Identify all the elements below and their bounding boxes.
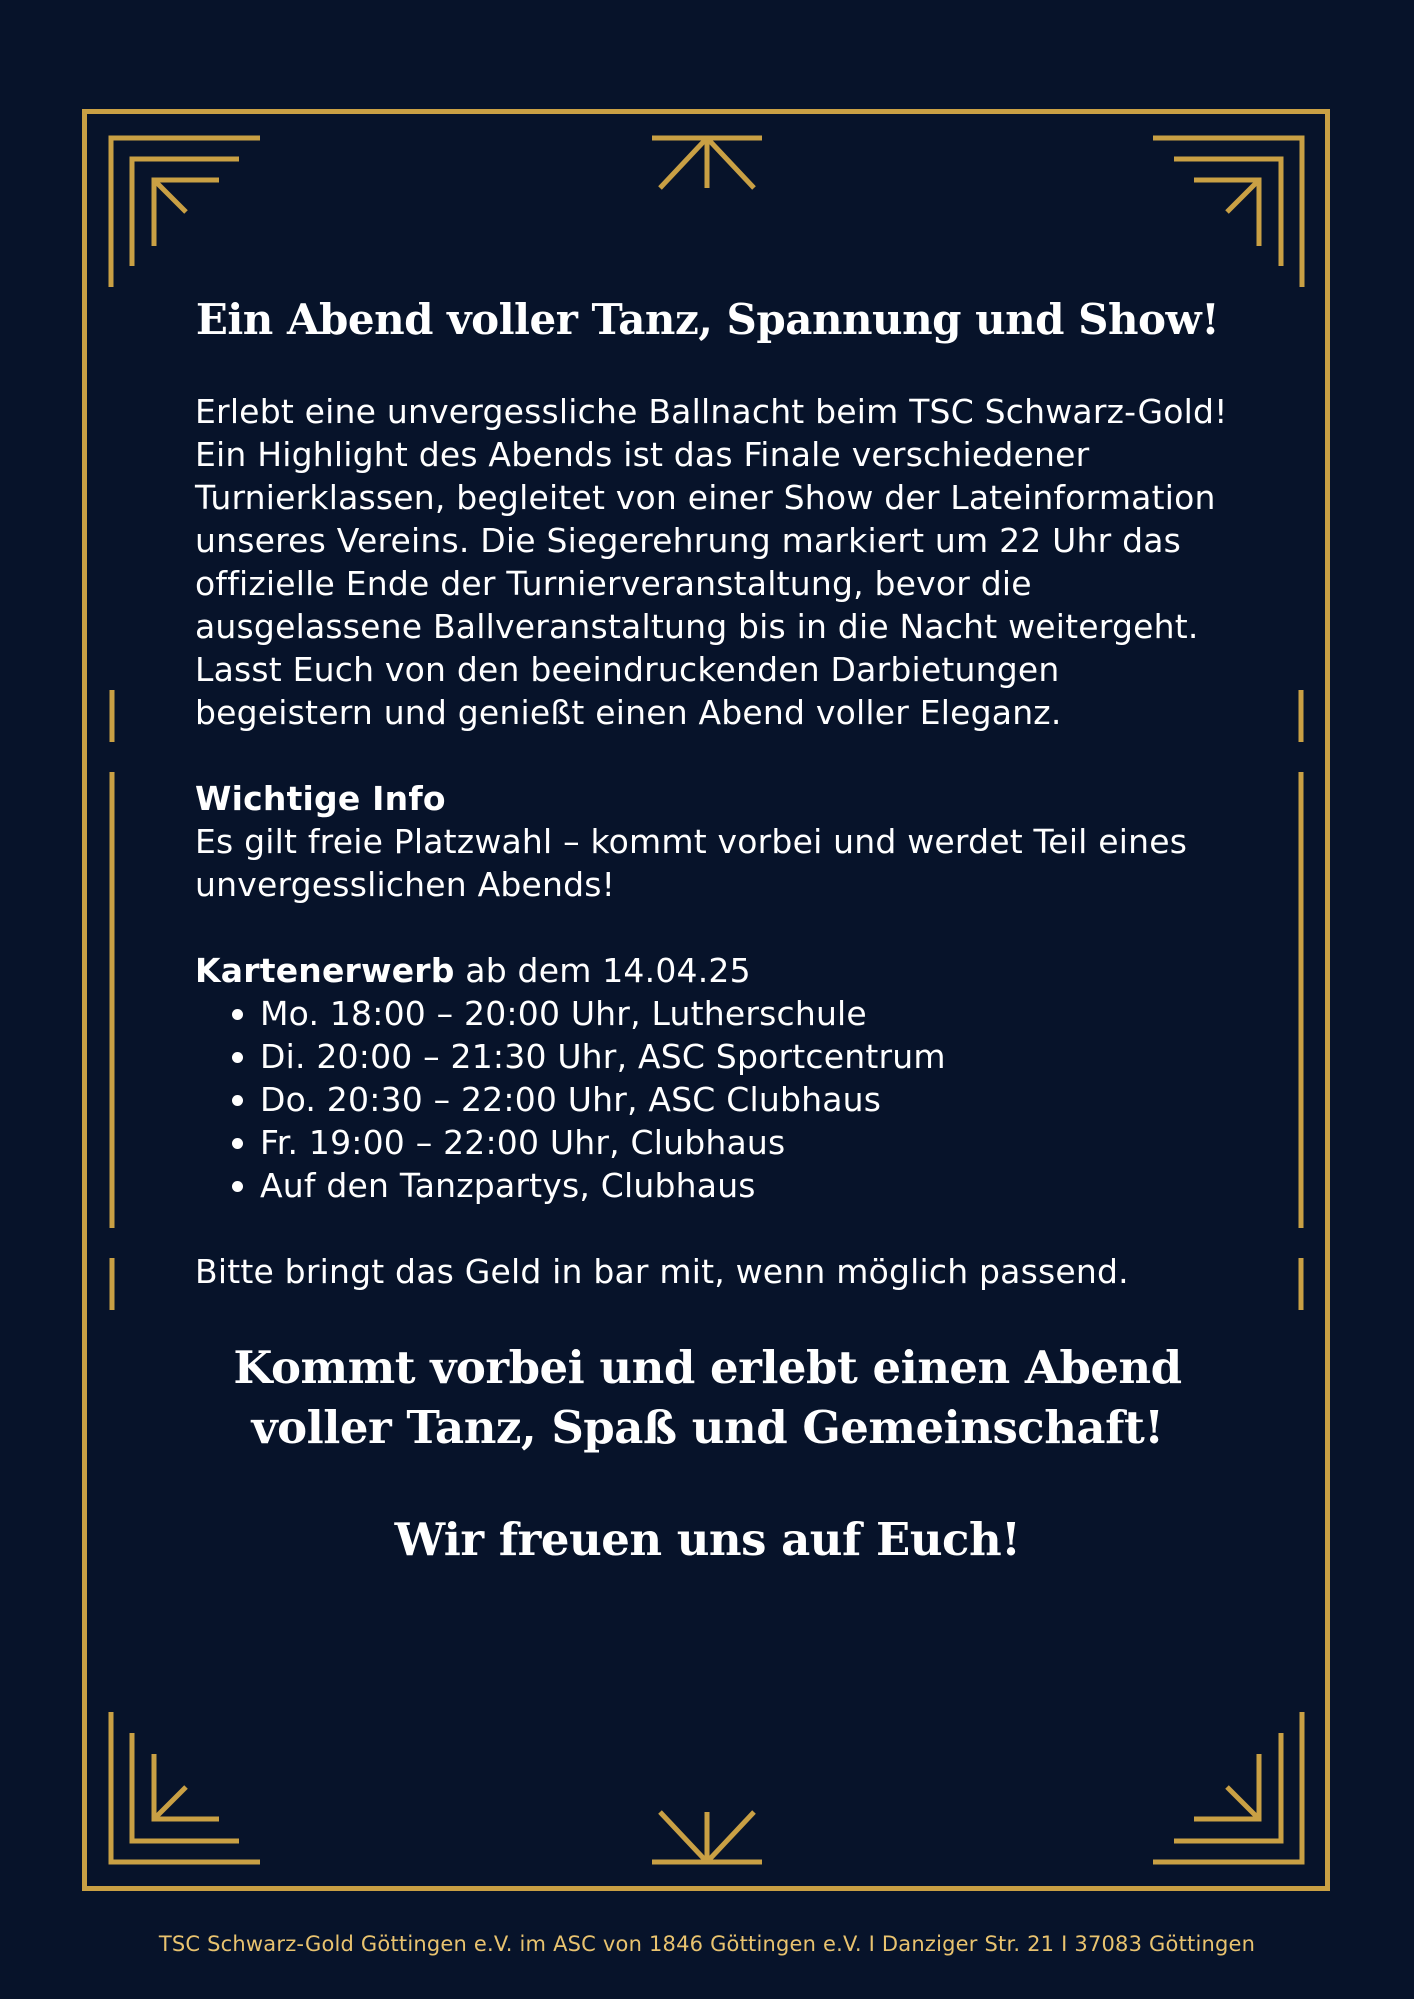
schedule-item-friday: Fr. 19:00 – 22:00 Uhr, Clubhaus <box>230 1121 1235 1164</box>
closing-line-1: Kommt vorbei und erlebt einen Abend <box>233 1341 1182 1395</box>
ticket-schedule-list <box>195 992 1235 1207</box>
flyer-content <box>195 295 1235 1570</box>
schedule-item-monday: Mo. 18:00 – 20:00 Uhr, Lutherschule <box>230 992 1235 1035</box>
schedule-item-thursday: Do. 20:30 – 22:00 Uhr, ASC Clubhaus <box>230 1078 1235 1121</box>
intro-section <box>195 390 1235 1293</box>
closing-line-2: voller Tanz, Spaß und Gemeinschaft! <box>251 1401 1164 1455</box>
corner-ornament-top-left <box>111 138 260 287</box>
corner-ornament-top-right <box>1153 138 1302 287</box>
page-title: Ein Abend voller Tanz, Spannung und Show! <box>195 295 1220 344</box>
tickets-heading <box>195 949 1235 992</box>
schedule-item-tuesday: Di. 20:00 – 21:30 Uhr, ASC Sportcentrum <box>230 1035 1235 1078</box>
closing-message <box>195 1338 1220 1458</box>
intro-paragraph-1: Erlebt eine unvergessliche Ballnacht beim TSC Schwarz-Gold! Ein Highlight des Abends ist das Finale verschiedener Turnierklassen, begleitet von einer Show der Lateinformation unseres Vereins. Die Siegerehrung markiert um 22 Uhr das offizielle Ende der Turnierveranstaltung, bevor die ausgelassene Ballveranstaltung bis in die Nacht weitergeht. <box>195 392 1228 647</box>
corner-ornament-bottom-right <box>1153 1712 1302 1862</box>
info-text: Es gilt freie Platzwahl – kommt vorbei und werdet Teil eines unvergesslichen Abends! <box>195 822 1188 905</box>
corner-ornament-bottom-left <box>111 1712 260 1862</box>
tickets-title: Kartenerwerb <box>195 951 455 991</box>
schedule-item-dance-parties: Auf den Tanzpartys, Clubhaus <box>230 1164 1235 1207</box>
tickets-date: ab dem 14.04.25 <box>465 951 751 991</box>
payment-note: Bitte bringt das Geld in bar mit, wenn möglich passend. <box>195 1252 1129 1292</box>
footer-address: TSC Schwarz-Gold Göttingen e.V. im ASC von 1846 Göttingen e.V. I Danziger Str. 21 I 37083 Göttingen <box>158 1932 1256 1956</box>
info-title: Wichtige Info <box>195 779 446 819</box>
top-center-ornament <box>652 138 762 188</box>
bottom-center-ornament <box>652 1812 762 1862</box>
intro-paragraph-2: Lasst Euch von den beeindruckenden Darbietungen begeistern und genießt einen Abend voller Eleganz. <box>195 650 1062 733</box>
welcome-message: Wir freuen uns auf Euch! <box>394 1513 1021 1567</box>
